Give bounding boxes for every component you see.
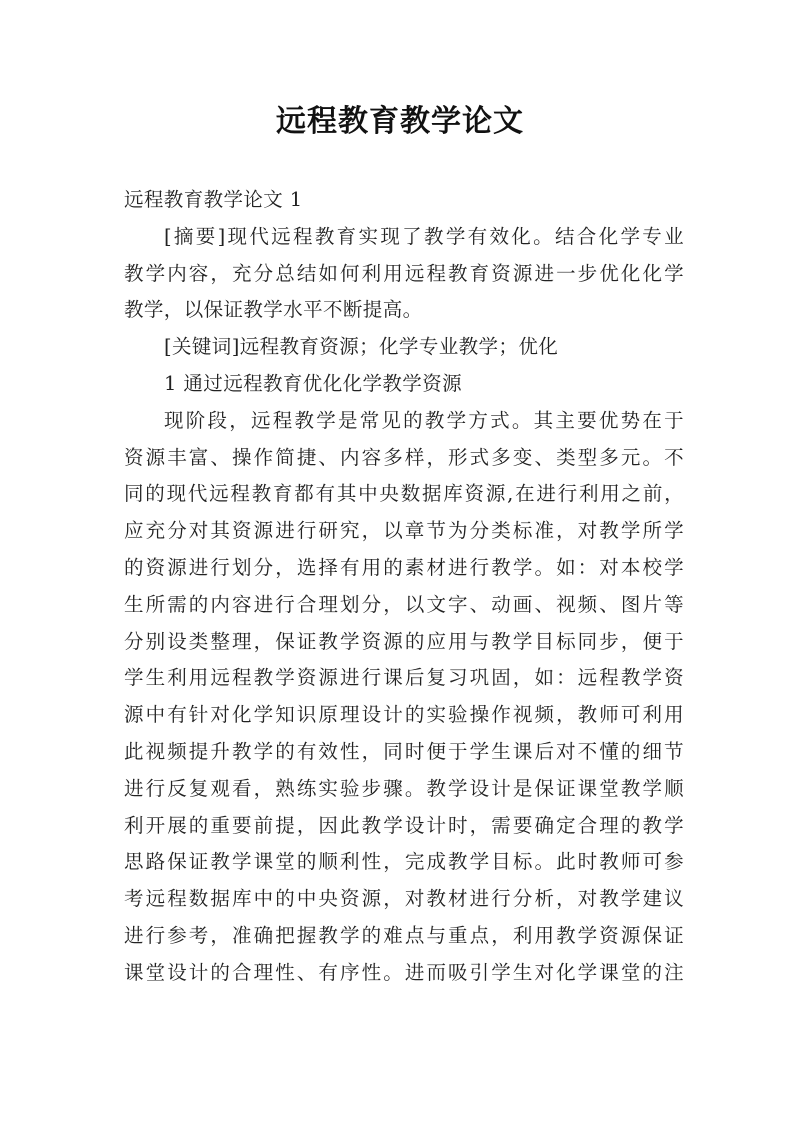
abstract-line: [摘要]现代远程教育实现了教学有效化。结合化学专业: [164, 224, 684, 248]
keywords-line: [关键词]远程教育资源；化学专业教学；优化: [164, 335, 559, 359]
paragraph-line: 利开展的重要前提，因此教学设计时，需要确定合理的教学: [124, 813, 684, 837]
abstract-line: 教学，以保证教学水平不断提高。: [124, 298, 423, 322]
paragraph-line: 应充分对其资源进行研究，以章节为分类标准，对教学所学: [124, 519, 684, 543]
paragraph-line: 源中有针对化学知识原理设计的实验操作视频，教师可利用: [124, 703, 684, 727]
paragraph-line: 同的现代远程教育都有其中央数据库资源,在进行利用之前，: [124, 482, 684, 506]
paragraph-line: 的资源进行划分，选择有用的素材进行教学。如：对本校学: [124, 555, 684, 579]
document-title: 远程教育教学论文: [276, 104, 524, 139]
paragraph-line: 学生利用远程教学资源进行课后复习巩固，如：远程教学资: [124, 666, 684, 690]
paragraph-line: 课堂设计的合理性、有序性。进而吸引学生对化学课堂的注: [124, 960, 684, 984]
paragraph-line: 生所需的内容进行合理划分，以文字、动画、视频、图片等: [124, 592, 684, 616]
paragraph-line: 资源丰富、操作简捷、内容多样，形式多变、类型多元。不: [124, 445, 684, 469]
abstract-line: 教学内容，充分总结如何利用远程教育资源进一步优化化学: [124, 261, 684, 285]
paragraph-line: 此视频提升教学的有效性，同时便于学生课后对不懂的细节: [124, 739, 684, 763]
paragraph-line: 现阶段，远程教学是常见的教学方式。其主要优势在于: [164, 408, 684, 432]
paragraph-line: 进行反复观看，熟练实验步骤。教学设计是保证课堂教学顺: [124, 776, 684, 800]
document-body: [124, 182, 684, 992]
paragraph-line: 考远程数据库中的中央资源，对教材进行分析，对教学建议: [124, 887, 684, 911]
paragraph-line: 分别设类整理，保证教学资源的应用与教学目标同步，便于: [124, 629, 684, 653]
subsection-heading: 1 通过远程教育优化化学教学资源: [164, 371, 463, 395]
paragraph-line: 思路保证教学课堂的顺利性，完成教学目标。此时教师可参: [124, 850, 684, 874]
section-heading: 远程教育教学论文 1: [124, 188, 303, 211]
paragraph-line: 进行参考，准确把握教学的难点与重点，利用教学资源保证: [124, 923, 684, 947]
